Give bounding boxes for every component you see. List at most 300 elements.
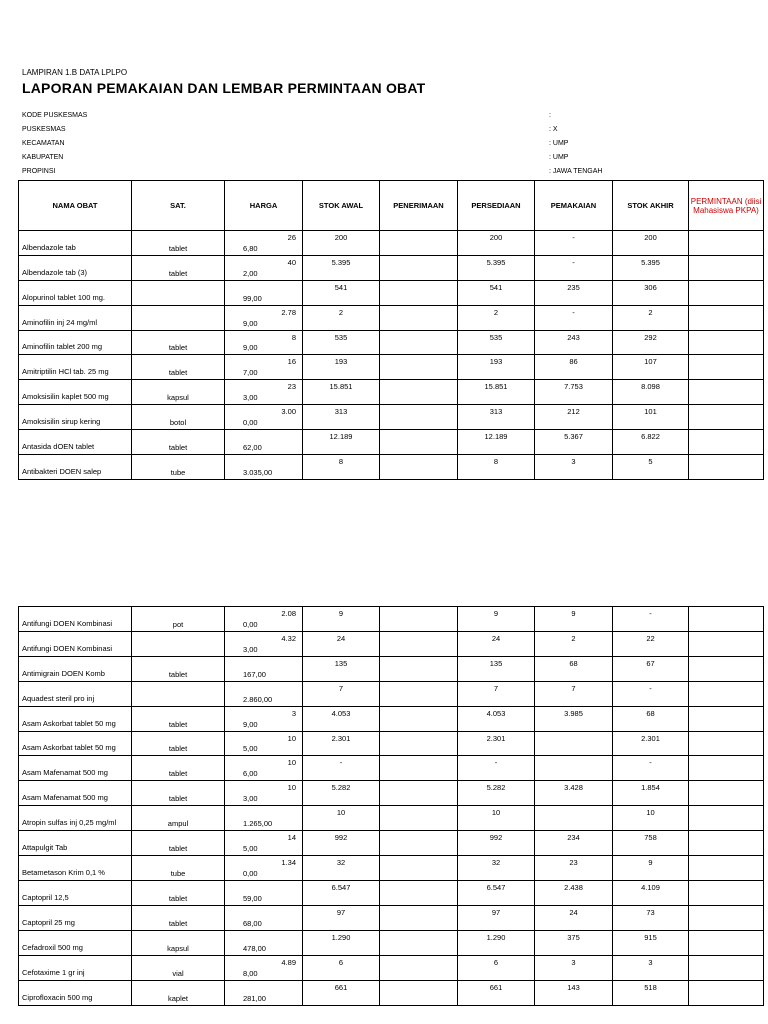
penerimaan-cell (380, 806, 458, 831)
permintaan-cell (689, 607, 764, 632)
col-stok-akhir: STOK AKHIR (613, 181, 689, 231)
permintaan-cell (689, 256, 764, 281)
stok-awal-cell: 12.189 (303, 430, 380, 455)
stok-akhir-cell: 67 (613, 657, 689, 682)
price-part-2: 3,00 (243, 794, 258, 803)
drug-name: Cefotaxime 1 gr inj (19, 956, 132, 981)
stok-awal-cell: 10 (303, 806, 380, 831)
table-row (19, 455, 764, 480)
drug-unit: tablet (132, 430, 225, 455)
table-row (19, 682, 764, 707)
report-meta (22, 112, 662, 182)
drug-name: Asam Mafenamat 500 mg (19, 781, 132, 806)
penerimaan-cell (380, 632, 458, 657)
pemakaian-cell: 24 (535, 906, 613, 931)
penerimaan-cell (380, 455, 458, 480)
stok-akhir-cell: 5.395 (613, 256, 689, 281)
price-part-2: 62,00 (243, 443, 262, 452)
permintaan-cell (689, 756, 764, 781)
table-row (19, 430, 764, 455)
drug-price (225, 355, 303, 380)
col-penerimaan: PENERIMAAN (380, 181, 458, 231)
price-part-1: 8 (291, 333, 296, 342)
penerimaan-cell (380, 831, 458, 856)
drug-price (225, 455, 303, 480)
col-permintaan: PERMINTAAN (diisi Mahasiswa PKPA) (689, 181, 764, 231)
table-row (19, 732, 764, 756)
stok-awal-cell: 193 (303, 355, 380, 380)
table-body-2 (19, 607, 764, 1006)
drug-name: Albendazole tab (3) (19, 256, 132, 281)
pemakaian-cell: 243 (535, 331, 613, 355)
stok-akhir-cell: 101 (613, 405, 689, 430)
persediaan-cell: 541 (458, 281, 535, 306)
drug-price (225, 632, 303, 657)
price-part-2: 2.860,00 (243, 695, 273, 704)
price-part-2: 1.265,00 (243, 819, 273, 828)
drug-price (225, 806, 303, 831)
permintaan-cell (689, 405, 764, 430)
drug-name: Atropin sulfas inj 0,25 mg/ml (19, 806, 132, 831)
stok-akhir-cell: 4.109 (613, 881, 689, 906)
price-part-1: 26 (287, 233, 296, 242)
pemakaian-cell: 3.428 (535, 781, 613, 806)
pemakaian-cell: 86 (535, 355, 613, 380)
price-part-1: 14 (287, 833, 296, 842)
stok-akhir-cell: 9 (613, 856, 689, 881)
drug-price (225, 981, 303, 1006)
stok-akhir-cell: 758 (613, 831, 689, 856)
meta-label: PUSKESMAS (22, 126, 66, 133)
drug-price (225, 707, 303, 732)
permintaan-cell (689, 682, 764, 707)
drug-price (225, 405, 303, 430)
permintaan-cell (689, 956, 764, 981)
drug-unit: tablet (132, 906, 225, 931)
table-header-row (19, 181, 764, 231)
permintaan-cell (689, 856, 764, 881)
drug-name: Amoksisilin kaplet 500 mg (19, 380, 132, 405)
drug-price (225, 306, 303, 331)
persediaan-cell: 97 (458, 906, 535, 931)
table-row (19, 331, 764, 355)
price-part-1: 10 (287, 783, 296, 792)
drug-unit: kaplet (132, 981, 225, 1006)
drug-price (225, 732, 303, 756)
price-part-1: 23 (287, 382, 296, 391)
meta-value: : X (549, 126, 558, 133)
permintaan-cell (689, 806, 764, 831)
price-part-2: 3.035,00 (243, 468, 273, 477)
table-row (19, 306, 764, 331)
drug-name: Antibakteri DOEN salep (19, 455, 132, 480)
col-satuan: SAT. (132, 181, 225, 231)
drug-name: Cefadroxil 500 mg (19, 931, 132, 956)
stok-awal-cell: 6 (303, 956, 380, 981)
persediaan-cell: 535 (458, 331, 535, 355)
price-part-1: 10 (287, 734, 296, 743)
stok-akhir-cell: 1.854 (613, 781, 689, 806)
drug-price (225, 881, 303, 906)
stok-awal-cell: 4.053 (303, 707, 380, 732)
price-part-1: 2.08 (281, 609, 296, 618)
drug-unit: kapsul (132, 380, 225, 405)
price-part-2: 9,00 (243, 343, 258, 352)
pemakaian-cell: 2.438 (535, 881, 613, 906)
meta-value: : UMP (549, 154, 569, 161)
drug-name: Alopurinol tablet 100 mg. (19, 281, 132, 306)
penerimaan-cell (380, 355, 458, 380)
table-row (19, 906, 764, 931)
persediaan-cell: 2 (458, 306, 535, 331)
stok-akhir-cell: 915 (613, 931, 689, 956)
permintaan-cell (689, 632, 764, 657)
persediaan-cell: 24 (458, 632, 535, 657)
table-row (19, 405, 764, 430)
stok-akhir-cell: 22 (613, 632, 689, 657)
drug-price (225, 856, 303, 881)
price-part-2: 478,00 (243, 944, 266, 953)
drug-name: Ciprofloxacin 500 mg (19, 981, 132, 1006)
penerimaan-cell (380, 256, 458, 281)
price-part-2: 167,00 (243, 670, 266, 679)
persediaan-cell: 200 (458, 231, 535, 256)
price-part-1: 2.78 (281, 308, 296, 317)
drug-price (225, 281, 303, 306)
stok-awal-cell: 2 (303, 306, 380, 331)
meta-row-puskesmas (22, 126, 662, 140)
stok-akhir-cell: 5 (613, 455, 689, 480)
stok-akhir-cell: 292 (613, 331, 689, 355)
stok-awal-cell: 135 (303, 657, 380, 682)
pemakaian-cell: 9 (535, 607, 613, 632)
drug-unit: vial (132, 956, 225, 981)
drug-unit: tablet (132, 355, 225, 380)
meta-row-kecamatan (22, 140, 662, 154)
pemakaian-cell: 5.367 (535, 430, 613, 455)
table-row (19, 632, 764, 657)
penerimaan-cell (380, 281, 458, 306)
stok-awal-cell: 6.547 (303, 881, 380, 906)
drug-name: Antifungi DOEN Kombinasi (19, 607, 132, 632)
drug-price (225, 231, 303, 256)
price-part-2: 0,00 (243, 869, 258, 878)
drug-price (225, 931, 303, 956)
price-part-2: 281,00 (243, 994, 266, 1003)
stok-awal-cell: 15.851 (303, 380, 380, 405)
table-row (19, 981, 764, 1006)
drug-price (225, 682, 303, 707)
persediaan-cell: 6 (458, 956, 535, 981)
table-row (19, 380, 764, 405)
persediaan-cell: 2.301 (458, 732, 535, 756)
price-part-2: 99,00 (243, 294, 262, 303)
drug-name: Aminofilin tablet 200 mg (19, 331, 132, 355)
stok-akhir-cell: 2.301 (613, 732, 689, 756)
pemakaian-cell (535, 756, 613, 781)
price-part-1: 10 (287, 758, 296, 767)
permintaan-cell (689, 707, 764, 732)
drug-price (225, 657, 303, 682)
persediaan-cell: 5.282 (458, 781, 535, 806)
drug-unit (132, 632, 225, 657)
pemakaian-cell: 2 (535, 632, 613, 657)
table-body-1 (19, 231, 764, 480)
persediaan-cell: 992 (458, 831, 535, 856)
drug-price (225, 380, 303, 405)
table-row (19, 281, 764, 306)
table-row (19, 956, 764, 981)
table-row (19, 657, 764, 682)
drug-price (225, 906, 303, 931)
table-row (19, 781, 764, 806)
table-row (19, 806, 764, 831)
drug-name: Captopril 12,5 (19, 881, 132, 906)
drug-name: Asam Askorbat tablet 50 mg (19, 732, 132, 756)
drug-name: Betametason Krim 0,1 % (19, 856, 132, 881)
drug-unit: tablet (132, 707, 225, 732)
permintaan-cell (689, 331, 764, 355)
permintaan-cell (689, 306, 764, 331)
drug-table-1 (18, 180, 764, 480)
stok-awal-cell: 200 (303, 231, 380, 256)
persediaan-cell: 135 (458, 657, 535, 682)
drug-unit: tablet (132, 732, 225, 756)
persediaan-cell: 10 (458, 806, 535, 831)
drug-unit: tablet (132, 756, 225, 781)
permintaan-cell (689, 281, 764, 306)
drug-unit: tablet (132, 881, 225, 906)
penerimaan-cell (380, 231, 458, 256)
penerimaan-cell (380, 756, 458, 781)
drug-unit: pot (132, 607, 225, 632)
table-row (19, 231, 764, 256)
penerimaan-cell (380, 906, 458, 931)
drug-unit: tablet (132, 657, 225, 682)
stok-akhir-cell: 107 (613, 355, 689, 380)
drug-price (225, 756, 303, 781)
drug-name: Asam Askorbat tablet 50 mg (19, 707, 132, 732)
persediaan-cell: 4.053 (458, 707, 535, 732)
permintaan-cell (689, 931, 764, 956)
meta-value: : JAWA TENGAH (549, 168, 603, 175)
penerimaan-cell (380, 956, 458, 981)
permintaan-cell (689, 781, 764, 806)
pemakaian-cell: 212 (535, 405, 613, 430)
pemakaian-cell: 3 (535, 956, 613, 981)
permintaan-cell (689, 455, 764, 480)
stok-awal-cell: 1.290 (303, 931, 380, 956)
stok-awal-cell: 992 (303, 831, 380, 856)
drug-name: Asam Mafenamat 500 mg (19, 756, 132, 781)
permintaan-cell (689, 355, 764, 380)
table-row (19, 756, 764, 781)
persediaan-cell: 7 (458, 682, 535, 707)
pemakaian-cell: 7.753 (535, 380, 613, 405)
col-harga: HARGA (225, 181, 303, 231)
col-persediaan: PERSEDIAAN (458, 181, 535, 231)
drug-unit: tube (132, 455, 225, 480)
stok-awal-cell: 541 (303, 281, 380, 306)
penerimaan-cell (380, 607, 458, 632)
persediaan-cell: 8 (458, 455, 535, 480)
stok-akhir-cell: - (613, 756, 689, 781)
price-part-2: 59,00 (243, 894, 262, 903)
price-part-2: 2,00 (243, 269, 258, 278)
pemakaian-cell: - (535, 306, 613, 331)
drug-unit: tablet (132, 831, 225, 856)
persediaan-cell: 5.395 (458, 256, 535, 281)
price-part-2: 9,00 (243, 319, 258, 328)
stok-awal-cell: 661 (303, 981, 380, 1006)
penerimaan-cell (380, 657, 458, 682)
price-part-1: 4.89 (281, 958, 296, 967)
permintaan-cell (689, 732, 764, 756)
drug-price (225, 956, 303, 981)
drug-unit: tablet (132, 331, 225, 355)
drug-unit: botol (132, 405, 225, 430)
stok-akhir-cell: 8.098 (613, 380, 689, 405)
meta-row-kode (22, 112, 662, 126)
permintaan-cell (689, 657, 764, 682)
drug-price (225, 831, 303, 856)
drug-name: Aminofilin inj 24 mg/ml (19, 306, 132, 331)
pemakaian-cell: 3 (535, 455, 613, 480)
drug-unit (132, 306, 225, 331)
meta-label: PROPINSI (22, 168, 56, 175)
meta-label: KODE PUSKESMAS (22, 112, 88, 119)
penerimaan-cell (380, 732, 458, 756)
stok-akhir-cell: 6.822 (613, 430, 689, 455)
drug-price (225, 781, 303, 806)
permintaan-cell (689, 380, 764, 405)
price-part-1: 4.32 (281, 634, 296, 643)
penerimaan-cell (380, 781, 458, 806)
stok-akhir-cell: 10 (613, 806, 689, 831)
stok-awal-cell: 7 (303, 682, 380, 707)
price-part-2: 0,00 (243, 620, 258, 629)
persediaan-cell: 15.851 (458, 380, 535, 405)
penerimaan-cell (380, 707, 458, 732)
pemakaian-cell (535, 732, 613, 756)
stok-akhir-cell: 200 (613, 231, 689, 256)
persediaan-cell: 9 (458, 607, 535, 632)
permintaan-cell (689, 231, 764, 256)
stok-awal-cell: 535 (303, 331, 380, 355)
pemakaian-cell: 23 (535, 856, 613, 881)
stok-awal-cell: 5.395 (303, 256, 380, 281)
penerimaan-cell (380, 856, 458, 881)
pemakaian-cell: 68 (535, 657, 613, 682)
table-row (19, 931, 764, 956)
persediaan-cell: - (458, 756, 535, 781)
persediaan-cell: 12.189 (458, 430, 535, 455)
penerimaan-cell (380, 981, 458, 1006)
stok-akhir-cell: 518 (613, 981, 689, 1006)
persediaan-cell: 193 (458, 355, 535, 380)
table-row (19, 707, 764, 732)
price-part-2: 5,00 (243, 744, 258, 753)
drug-unit: tablet (132, 231, 225, 256)
drug-name: Albendazole tab (19, 231, 132, 256)
price-part-1: 1.34 (281, 858, 296, 867)
stok-akhir-cell: 3 (613, 956, 689, 981)
meta-label: KECAMATAN (22, 140, 65, 147)
stok-awal-cell: 97 (303, 906, 380, 931)
lampiran-label: LAMPIRAN 1.B DATA LPLPO (22, 68, 128, 77)
drug-name: Antasida dOEN tablet (19, 430, 132, 455)
penerimaan-cell (380, 306, 458, 331)
pemakaian-cell (535, 806, 613, 831)
meta-label: KABUPATEN (22, 154, 64, 161)
permintaan-cell (689, 430, 764, 455)
drug-name: Amoksisilin sirup kering (19, 405, 132, 430)
drug-name: Antimigrain DOEN Komb (19, 657, 132, 682)
stok-awal-cell: 8 (303, 455, 380, 480)
price-part-2: 3,00 (243, 645, 258, 654)
penerimaan-cell (380, 931, 458, 956)
drug-name: Aquadest steril pro inj (19, 682, 132, 707)
price-part-1: 3.00 (281, 407, 296, 416)
table-row (19, 355, 764, 380)
table-row (19, 881, 764, 906)
permintaan-cell (689, 981, 764, 1006)
drug-unit: tablet (132, 256, 225, 281)
price-part-2: 0,00 (243, 418, 258, 427)
table-row (19, 831, 764, 856)
table-row (19, 856, 764, 881)
persediaan-cell: 1.290 (458, 931, 535, 956)
drug-name: Amitriptilin HCl tab. 25 mg (19, 355, 132, 380)
stok-awal-cell: - (303, 756, 380, 781)
pemakaian-cell: 3.985 (535, 707, 613, 732)
price-part-2: 68,00 (243, 919, 262, 928)
price-part-1: 3 (291, 709, 296, 718)
price-part-2: 8,00 (243, 969, 258, 978)
price-part-2: 7,00 (243, 368, 258, 377)
pemakaian-cell: 235 (535, 281, 613, 306)
price-part-2: 9,00 (243, 720, 258, 729)
drug-name: Attapulgit Tab (19, 831, 132, 856)
persediaan-cell: 6.547 (458, 881, 535, 906)
meta-value: : UMP (549, 140, 569, 147)
table-row (19, 256, 764, 281)
stok-awal-cell: 5.282 (303, 781, 380, 806)
drug-unit (132, 281, 225, 306)
persediaan-cell: 32 (458, 856, 535, 881)
drug-name: Antifungi DOEN Kombinasi (19, 632, 132, 657)
price-part-2: 5,00 (243, 844, 258, 853)
drug-table-2 (18, 606, 764, 1006)
penerimaan-cell (380, 430, 458, 455)
pemakaian-cell: 143 (535, 981, 613, 1006)
stok-akhir-cell: 2 (613, 306, 689, 331)
drug-unit: tube (132, 856, 225, 881)
stok-akhir-cell: - (613, 607, 689, 632)
permintaan-cell (689, 831, 764, 856)
penerimaan-cell (380, 405, 458, 430)
pemakaian-cell: 234 (535, 831, 613, 856)
stok-awal-cell: 9 (303, 607, 380, 632)
col-pemakaian: PEMAKAIAN (535, 181, 613, 231)
stok-akhir-cell: 68 (613, 707, 689, 732)
stok-akhir-cell: 306 (613, 281, 689, 306)
stok-awal-cell: 24 (303, 632, 380, 657)
table-row (19, 607, 764, 632)
price-part-1: 16 (287, 357, 296, 366)
drug-name: Captopril 25 mg (19, 906, 132, 931)
drug-unit: tablet (132, 781, 225, 806)
